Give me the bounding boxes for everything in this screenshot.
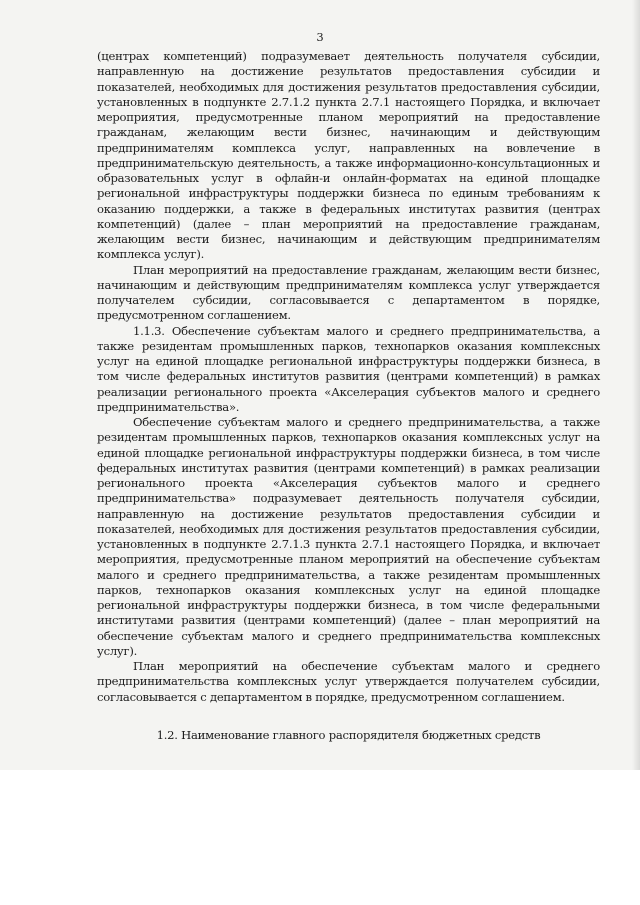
paragraph-sme-plan-approval: План мероприятий на обеспечение субъектам малого и среднего предпринимательства комплексных услуг утверждается получателем субсидии, согласовывается с департаментом в порядке, предусмотренном соглашением. [97,659,600,704]
section-heading-1-2: 1.2. Наименование главного распорядителя бюджетных средств [156,727,541,742]
paragraph-sme-support: Обеспечение субъектам малого и среднего предпринимательства, а также резидентам промышленных парков, технопарков оказания комплексных услуг на единой площадке региональной инфраструктуры поддержки бизнеса, в том числе федеральных институтах развития (центрами компетенций) в рамках реализации регионального проекта «Акселерация субъектов малого и среднего предпринимательства» подразумевает деятельность получателя субсидии, направленную на достижение результатов предоставления субсидии и показателей, необходимых для достижения результатов предоставления субсидии, установленных в подпункте 2.7.1.3 пункта 2.7.1 настоящего Порядка, и включает мероприятия, предусмотренные планом мероприятий на обеспечение субъектам малого и среднего предпринимательства, а также резидентам промышленных парков, технопарков оказания комплексных услуг на единой площадке региональной инфраструктуры поддержки бизнеса, в том числе федеральными институтами развития (центрами компетенций) (далее – план мероприятий на обеспечение субъектам малого и среднего предпринимательства комплексных услуг). [97,415,600,658]
paragraph-1-1-3: 1.1.3. Обеспечение субъектам малого и среднего предпринимательства, а также резидентам промышленных парков, технопарков оказания комплексных услуг на единой площадке региональной инфраструктуры поддержки бизнеса, в том числе федеральных институтов развития (центрами компетенций) в рамках реализации регионального проекта «Акселерация субъектов малого и среднего предпринимательства». [97,323,600,414]
paragraph-continuation: (центрах компетенций) подразумевает деятельность получателя субсидии, направленную на достижение результатов предоставления субсидии и показателей, необходимых для достижения результатов предоставления субсидии, установленных в подпункте 2.7.1.2 пункта 2.7.1 настоящего Порядка, и включает мероприятия, предусмотренные планом мероприятий на предоставление гражданам, желающим вести бизнес, начинающим и действующим предпринимателям комплекса услуг, направленных на вовлечение в предпринимательскую деятельность, а также информационно-консультационных и образовательных услуг в офлайн-и онлайн-форматах на единой площадке региональной инфраструктуры поддержки бизнеса по единым требованиям к оказанию поддержки, а также в федеральных институтах развития (центрах компетенций) (далее – план мероприятий на предоставление гражданам, желающим вести бизнес, начинающим и действующим предпринимателям комплекса услуг). [97,49,600,262]
page-number: 3 [316,30,324,44]
document-body [97,49,600,743]
paragraph-plan-approval: План мероприятий на предоставление гражданам, желающим вести бизнес, начинающим и действующим предпринимателям комплекса услуг утверждается получателем субсидии, согласовывается с департаментом в порядке, предусмотренном соглашением. [97,262,600,323]
